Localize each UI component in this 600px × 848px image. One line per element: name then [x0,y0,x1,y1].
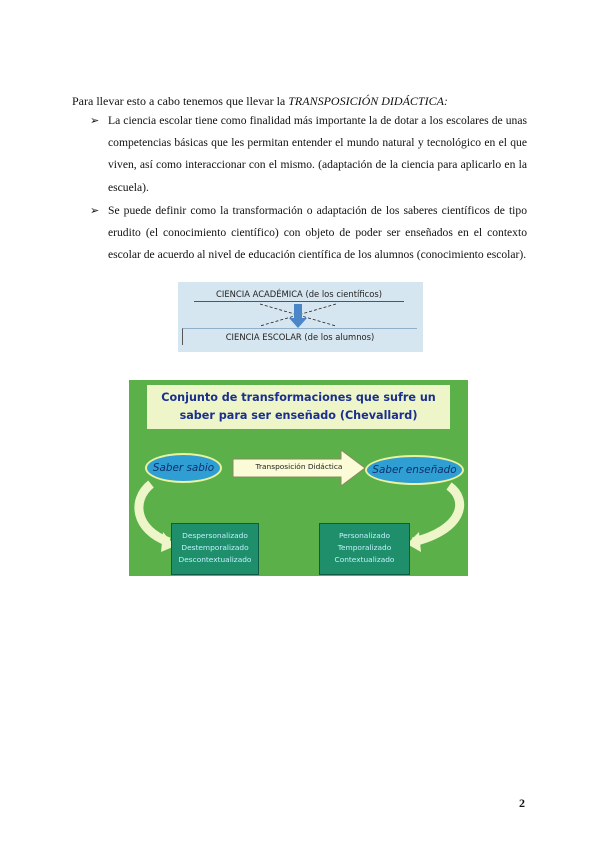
bullet-text: La ciencia escolar tiene como finalidad más importante la de dotar a los escolares de unas competencias básicas que les permitan entender el mundo natural y tecnológico en el que viven, así como interaccionar con el mismo. (adaptación de la ciencia para aplicarlo en la escuela). [108,114,527,194]
arrow-bullet-icon: ➢ [90,203,100,217]
down-arrow-icon [289,304,307,328]
arrow-bullet-icon: ➢ [90,114,100,127]
box-line: Descontextualizado [178,555,252,564]
bullet-text: Se puede definir como la transformación o adaptación de los saberes científicos de tipo erudito (el conocimiento científico) con objeto de poder ser enseñados en el contexto escolar de acuerdo al nivel de educación científica de los alumnos (conocimiento escolar). [108,203,527,262]
transposicion-label: Transposición Didáctica [255,462,343,471]
list-item [90,110,527,199]
curved-arrow-left-icon [139,484,169,542]
diagram-title-line: saber para ser enseñado (Chevallard) [179,409,418,422]
saber-sabio-oval: Saber sabio [145,453,222,483]
intro-text: Para llevar esto a cabo tenemos que llevar la [72,94,289,108]
personalizado-box [319,523,410,575]
box-line: Destemporalizado [181,543,249,552]
diagram-title-line: Conjunto de transformaciones que sufre un [161,391,436,404]
intro-paragraph [72,92,448,110]
box-line: Contextualizado [334,555,395,564]
curved-arrow-right-icon [413,486,460,542]
chevallard-diagram [129,380,468,576]
despersonalizado-box [171,523,259,575]
box-line: Personalizado [338,531,391,540]
ciencia-diagram [178,282,423,352]
school-science-label: CIENCIA ESCOLAR (de los alumnos) [182,328,417,345]
box-line: Despersonalizado [182,531,248,540]
bullet-list [90,110,527,267]
intro-suffix: : [443,94,448,108]
box-line: Temporalizado [337,543,392,552]
intro-emphasis: TRANSPOSICIÓN DIDÁCTICA [288,94,444,108]
diagram-title [147,385,450,429]
list-item [90,200,527,267]
saber-ensenado-oval: Saber enseñado [365,455,464,485]
page-number: 2 [519,796,525,810]
academic-science-label: CIENCIA ACADÉMICA (de los científicos) [194,287,404,302]
